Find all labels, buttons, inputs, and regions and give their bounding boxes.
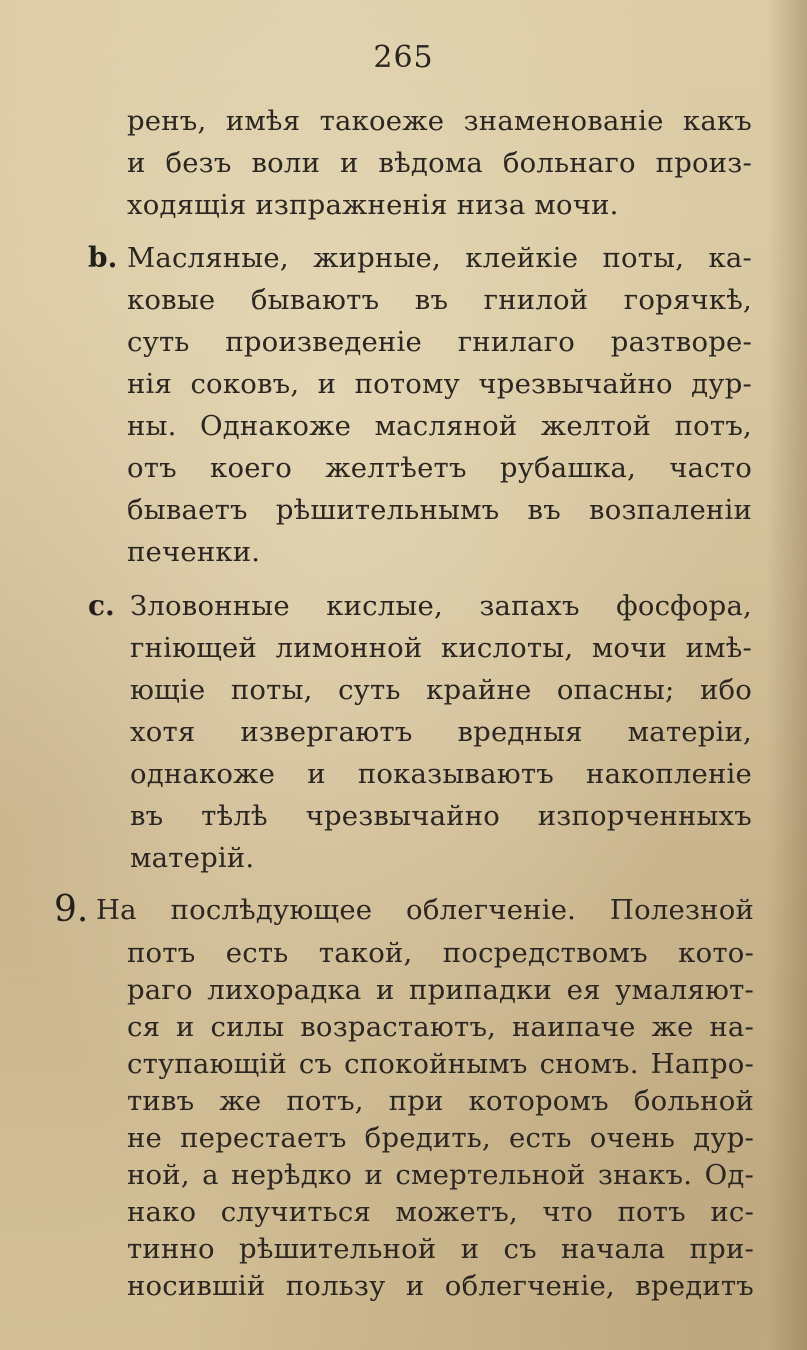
text-line: гніющей лимонной кислоты, мочи имѣ- xyxy=(130,632,752,664)
text-line: ходящія изпражненія низа мочи. xyxy=(127,189,619,221)
text-line: ся и силы возрастаютъ, наипаче же на- xyxy=(127,1011,754,1043)
text-line: отъ коего желтѣетъ рубашка, часто xyxy=(127,452,752,484)
page-edge-shadow xyxy=(767,0,807,1350)
text-line: На послѣдующее облегченіе. Полезной xyxy=(96,894,754,926)
text-line: бываетъ рѣшительнымъ въ возпаленіи xyxy=(127,494,752,526)
item-marker: 9. xyxy=(54,889,89,930)
text-line: не перестаетъ бредить, есть очень дур- xyxy=(127,1122,754,1154)
text-line: печенки. xyxy=(127,536,261,568)
text-line: однакоже и показываютъ накопленіе xyxy=(130,758,752,790)
text-line: и безъ воли и вѣдома больнаго произ- xyxy=(127,147,752,179)
text-line: тивъ же потъ, при которомъ больной xyxy=(127,1085,754,1117)
text-line: Масляные, жирные, клейкіе поты, ка- xyxy=(127,242,752,274)
text-line: нія соковъ, и потому чрезвычайно дур- xyxy=(127,368,752,400)
text-line: потъ есть такой, посредствомъ кото- xyxy=(127,937,754,969)
text-line: ренъ, имѣя такоеже знаменованіе какъ xyxy=(127,105,752,137)
item-marker: c. xyxy=(88,589,115,622)
page-number: 265 xyxy=(373,40,434,75)
text-line: суть произведеніе гнилаго разтворе- xyxy=(127,326,752,358)
text-line: нако случиться можетъ, что потъ ис- xyxy=(127,1196,754,1228)
text-line: ступающій съ спокойнымъ сномъ. Напро- xyxy=(127,1048,754,1080)
item-marker: b. xyxy=(88,241,118,274)
text-line: матерій. xyxy=(130,842,255,874)
text-line: раго лихорадка и припадки ея умаляют- xyxy=(127,974,754,1006)
text-line: ны. Однакоже масляной желтой потъ, xyxy=(127,410,752,442)
text-line: Зловонные кислые, запахъ фосфора, xyxy=(130,590,752,622)
text-line: ковые бываютъ въ гнилой горячкѣ, xyxy=(127,284,752,316)
text-line: тинно рѣшительной и съ начала при- xyxy=(127,1233,754,1265)
text-line: въ тѣлѣ чрезвычайно изпорченныхъ xyxy=(130,800,752,832)
text-line: ющіе поты, суть крайне опасны; ибо xyxy=(130,674,752,706)
text-line: ной, а нерѣдко и смертельной знакъ. Од- xyxy=(127,1159,754,1191)
text-line: хотя извергаютъ вредныя матеріи, xyxy=(130,716,752,748)
text-line: носившій пользу и облегченіе, вредитъ xyxy=(127,1270,754,1302)
